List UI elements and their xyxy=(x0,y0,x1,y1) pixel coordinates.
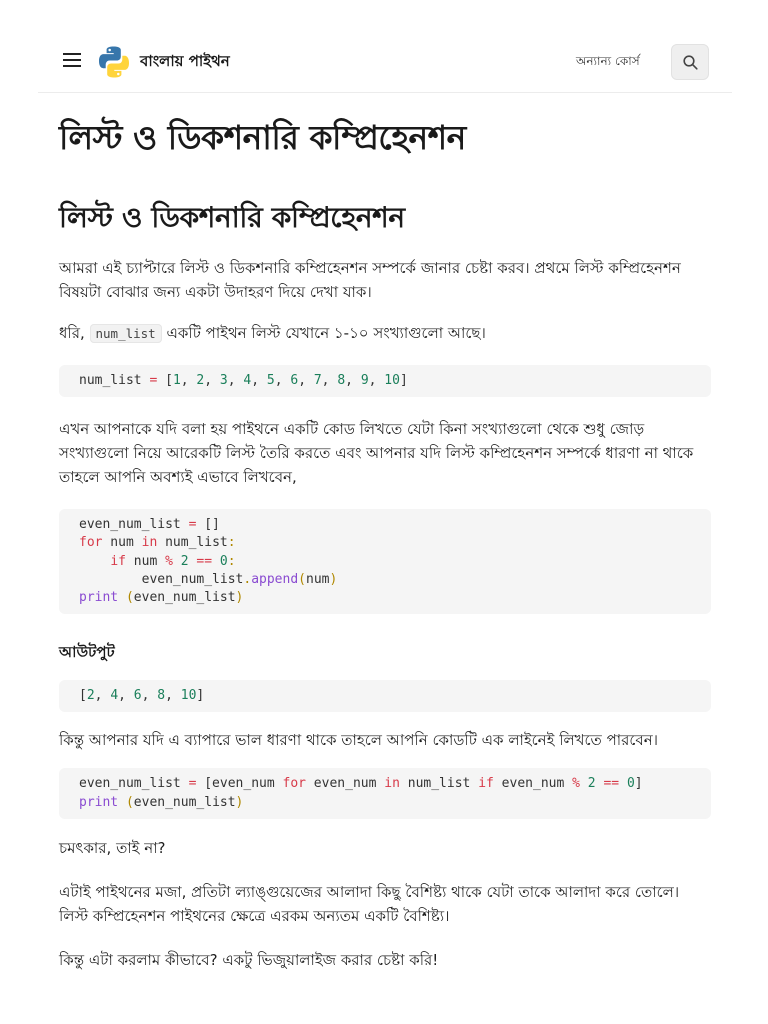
code-line: even_num_list = [] xyxy=(79,517,220,533)
suppose-paragraph xyxy=(59,321,711,346)
code-line: [2, 4, 6, 8, 10] xyxy=(79,688,205,704)
code-line: if num % 2 == 0: xyxy=(110,553,236,569)
code-line: for num in num_list: xyxy=(79,535,236,551)
code-line: even_num_list.append(num) xyxy=(79,571,338,587)
article-content xyxy=(59,110,711,972)
code-block-comprehension[interactable] xyxy=(59,768,711,818)
search-icon xyxy=(683,55,698,70)
output-label: আউটপুট xyxy=(59,643,115,662)
code-line: print (even_num_list) xyxy=(79,590,244,606)
one-line-paragraph: কিন্তু আপনার যদি এ ব্যাপারে ভাল ধারণা থাকে তাহলে আপনি কোডটি এক লাইনেই লিখতে পারবেন। xyxy=(59,731,659,750)
menu-icon xyxy=(63,53,81,67)
search-button[interactable] xyxy=(671,44,709,80)
site-header xyxy=(38,30,732,93)
site-brand-link[interactable]: বাংলায় পাইথন xyxy=(140,52,230,70)
other-courses-link[interactable]: অন্যান্য কোর্স xyxy=(576,54,640,68)
wow-paragraph: চমৎকার, তাই না? xyxy=(59,838,166,857)
code-line: even_num_list = [even_num for even_num in num_list if even_num % 2 == 0] xyxy=(79,776,643,792)
code-block-num-list[interactable] xyxy=(59,365,711,397)
how-paragraph: কিন্তু এটা করলাম কীভাবে? একটু ভিজুয়ালাইজ করার চেষ্টা করি! xyxy=(59,950,439,969)
section-heading: লিস্ট ও ডিকশনারি কম্প্রিহেনশন xyxy=(59,201,405,234)
intro-paragraph: আমরা এই চ্যাপ্টারে লিস্ট ও ডিকশনারি কম্প্রিহেনশন সম্পর্কে জানার চেষ্টা করব। প্রথমে লিস্ট কম্প্রিহেনশন বিষয়টা বোঝার জন্য একটা উদাহরণ দিয়ে দেখা যাক। xyxy=(59,259,681,301)
suppose-prefix: ধরি, xyxy=(59,324,85,342)
code-block-output[interactable] xyxy=(59,680,711,712)
code-line: print (even_num_list) xyxy=(79,794,244,810)
code-block-loop[interactable] xyxy=(59,509,711,614)
code-line: num_list = [1, 2, 3, 4, 5, 6, 7, 8, 9, 10] xyxy=(79,373,408,388)
page-title: লিস্ট ও ডিকশনারি কম্প্রিহেনশন xyxy=(59,118,466,157)
inline-code-num-list: num_list xyxy=(90,324,162,343)
task-paragraph: এখন আপনাকে যদি বলা হয় পাইথনে একটি কোড লিখতে যেটা কিনা সংখ্যাগুলো থেকে শুধু জোড় সংখ্যাগুলো নিয়ে আরেকটি লিস্ট তৈরি করতে এবং আপনার যদি লিস্ট কম্প্রিহেনশন সম্পর্কে ধারণা না থাকে তাহলে আপনি অবশ্যই এভাবে লিখবেন, xyxy=(59,420,694,487)
suppose-suffix: একটি পাইথন লিস্ট যেখানে ১-১০ সংখ্যাগুলো আছে। xyxy=(166,324,486,342)
menu-button[interactable] xyxy=(58,46,86,74)
beauty-paragraph: এটাই পাইথনের মজা, প্রতিটা ল্যাঙ্গুয়েজের আলাদা কিছু বৈশিষ্ট্য থাকে যেটা তাকে আলাদা করে তোলে। লিস্ট কম্প্রিহেনশন পাইথনের ক্ষেত্রে এরকম অন্যতম একটি বৈশিষ্ট্য। xyxy=(59,882,680,925)
python-logo[interactable] xyxy=(97,45,131,79)
